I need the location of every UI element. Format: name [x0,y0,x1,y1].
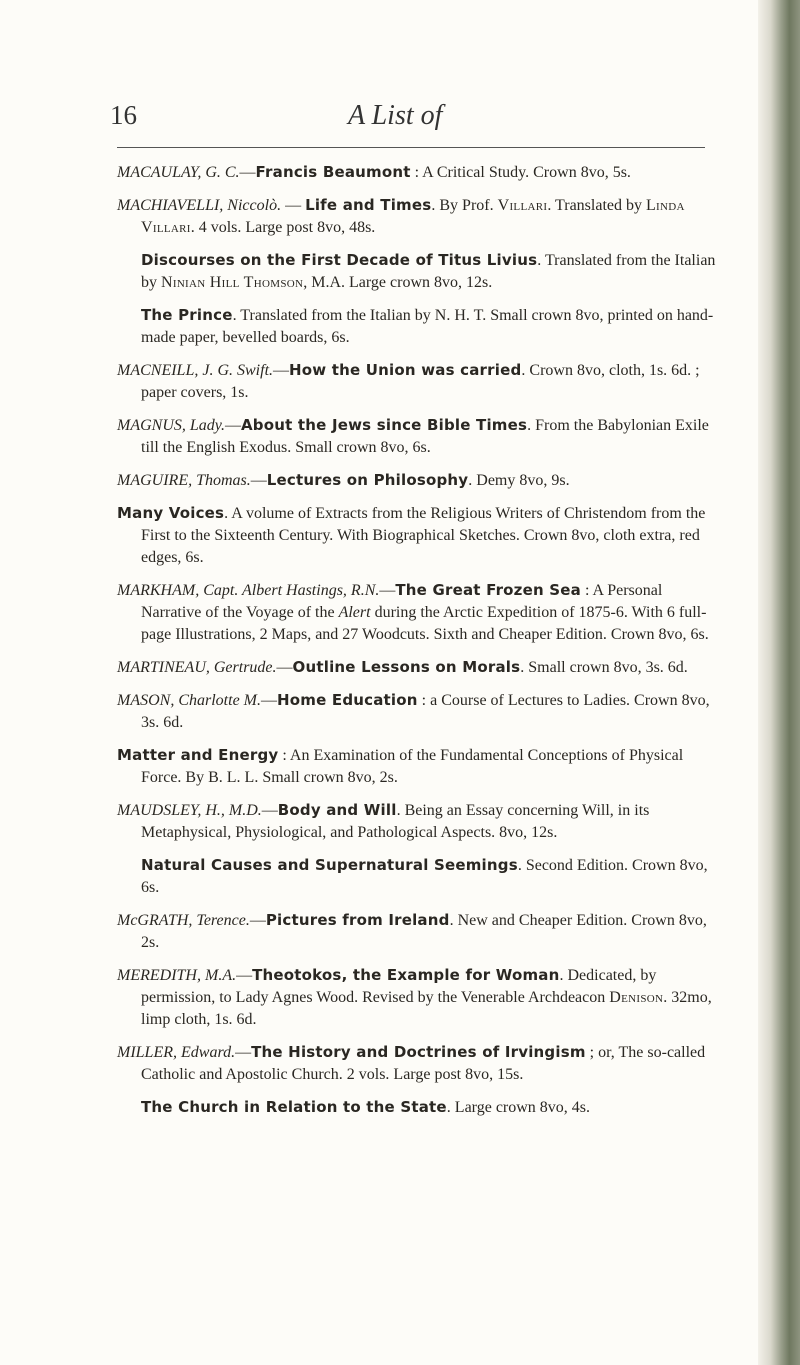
catalogue-entries [117,161,717,1129]
entry-title: Pictures from Ireland [265,911,450,929]
entry-title: The Prince [141,306,233,324]
entry-details: . 4 vols. Large post 8vo, 48s. [190,219,376,236]
entry-details: . Small crown 8vo, 3s. 6d. [520,659,688,676]
entry-details: . 32mo, limp cloth, 1s. 6d. [141,989,712,1028]
catalogue-entry [117,502,717,569]
page-header [110,100,730,140]
catalogue-entry [117,799,717,844]
entry-title: Life and Times [305,196,432,214]
entry-title: How the Union was carried [289,361,522,379]
catalogue-entry [117,304,717,349]
entry-title: Natural Causes and Supernatural Seemings [141,856,518,874]
entry-separator: — [261,802,278,819]
entry-separator: — [379,582,396,599]
entry-details: . Demy 8vo, 9s. [468,472,570,489]
entry-title: Matter and Energy [117,746,279,764]
catalogue-entry [117,249,717,294]
entry-separator: — [273,362,290,379]
entry-separator: — [250,472,267,489]
entry-title: Outline Lessons on Morals [292,658,521,676]
entry-details: . Being an Essay concerning Will, in its Metaphysical, Physiological, and Pathological Aspects. 8vo, 12s. [141,802,650,841]
entry-details: : A Personal Narrative of the Voyage of the [141,582,663,621]
entry-details: . Crown 8vo, cloth, 1s. 6d. ; paper covers, 1s. [141,362,700,401]
entry-details: . A volume of Extracts from the Religious Writers of Christendom from the First to the Sixteenth Century. With Biographical Sketches. Crown 8vo, cloth extra, red edges, 6s. [141,505,706,566]
catalogue-entry [117,854,717,899]
entry-author: MAGNUS, Lady. [117,417,225,434]
catalogue-entry [117,579,717,646]
catalogue-entry [117,1041,717,1086]
entry-author: MASON, Charlotte M. [117,692,261,709]
entry-author: MILLER, Edward. [117,1044,236,1061]
entry-title: The Great Frozen Sea [395,581,581,599]
entry-details: during the Arctic Expedition of 1875-6. With 6 full-page Illustrations, 2 Maps, and 27 Woodcuts. Sixth and Cheaper Edition. Crown 8vo, 6s. [141,604,709,643]
entry-title: Francis Beaumont [255,163,411,181]
catalogue-entry [117,964,717,1031]
catalogue-entry [117,1096,717,1119]
entry-title: The History and Doctrines of Irvingism [251,1043,586,1061]
catalogue-entry [117,744,717,789]
book-spine-shadow [758,0,800,1365]
entry-title: Home Education [277,691,418,709]
entry-ship-name: Alert [338,604,371,621]
entry-title: Body and Will [277,801,397,819]
entry-details: . Translated from the Italian by [141,252,716,291]
entry-separator: — [261,692,277,709]
entry-details: . Translated by [547,197,646,214]
entry-details: . Second Edition. Crown 8vo, 6s. [141,857,708,896]
entry-author: MACNEILL, J. G. Swift. [117,362,274,379]
entry-details: . Dedicated, by permission, to Lady Agnes Wood. Revised by the Venerable Archdeacon [141,967,657,1006]
entry-author: MACAULAY, G. C. [117,164,240,181]
entry-author: MACHIAVELLI, Niccolò. [117,197,282,214]
catalogue-entry [117,656,717,679]
running-title: A List of [348,100,443,131]
entry-author: MAUDSLEY, H., M.D. [117,802,262,819]
entry-details: : An Examination of the Fundamental Conceptions of Physical Force. By B. L. L. Small crown 8vo, 2s. [141,747,684,786]
entry-person-name: Ninian Hill Thomson [161,274,304,291]
catalogue-entry [117,689,717,734]
entry-author: MARTINEAU, Gertrude. [117,659,277,676]
entry-separator: — [225,417,241,434]
entry-details: , M.A. Large crown 8vo, 12s. [303,274,493,291]
entry-details: . New and Cheaper Edition. Crown 8vo, 2s. [141,912,707,951]
entry-title: The Church in Relation to the State [141,1098,447,1116]
entry-title: Discourses on the First Decade of Titus Livius [141,251,538,269]
entry-separator: — [236,967,253,984]
entry-details: . From the Babylonian Exile till the English Exodus. Small crown 8vo, 6s. [141,417,709,456]
catalogue-entry [117,161,717,184]
entry-person-name: Linda Villari [141,197,685,236]
entry-author: MAGUIRE, Thomas. [117,472,251,489]
catalogue-entry [117,359,717,404]
entry-separator: — [239,164,256,181]
entry-details: . Translated from the Italian by N. H. T. Small crown 8vo, printed on hand-made paper, bevelled boards, 6s. [141,307,714,346]
entry-title: Theotokos, the Example for Woman [252,966,560,984]
entry-details: ; or, The so-called Catholic and Apostolic Church. 2 vols. Large post 8vo, 15s. [141,1044,706,1083]
entry-separator: — [276,659,293,676]
entry-person-name: Villari [497,197,548,214]
entry-separator: — [235,1044,252,1061]
catalogue-entry [117,469,717,492]
entry-author: MEREDITH, M.A. [117,967,237,984]
entry-separator: — [249,912,266,929]
entry-title: About the Jews since Bible Times [241,416,528,434]
entry-details: : a Course of Lectures to Ladies. Crown 8vo, 3s. 6d. [141,692,710,731]
entry-author: McGRATH, Terence. [117,912,250,929]
entry-details: . Large crown 8vo, 4s. [446,1099,591,1116]
catalogue-entry [117,194,717,239]
header-rule [117,147,705,148]
entry-person-name: Denison [609,989,664,1006]
entry-title: Many Voices [117,504,225,522]
page-number: 16 [110,100,137,130]
entry-separator: — [281,197,306,214]
entry-details: . By Prof. [431,197,498,214]
catalogue-entry [117,414,717,459]
entry-title: Lectures on Philosophy [266,471,469,489]
entry-author: MARKHAM, Capt. Albert Hastings, R.N. [117,582,380,599]
entry-details: : A Critical Study. Crown 8vo, 5s. [410,164,631,181]
catalogue-entry [117,909,717,954]
